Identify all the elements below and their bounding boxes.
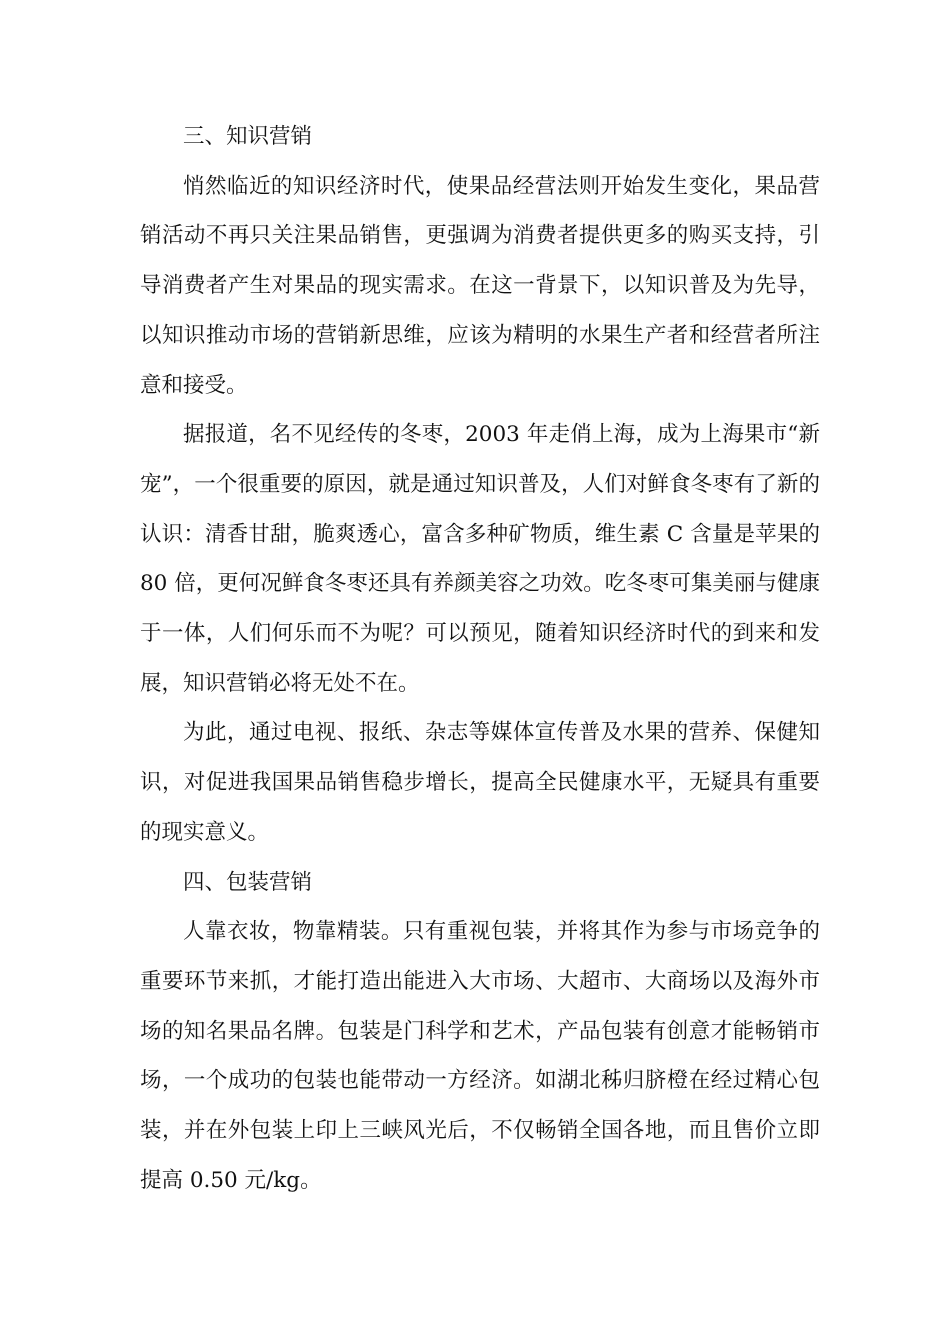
paragraph-packaging: 人靠衣妆，物靠精装。只有重视包装，并将其作为参与市场竞争的重要环节来抓，才能打造出能进入大市场、大超市、大商场以及海外市场的知名果品名牌。包装是门科学和艺术，产品包装有创意才能畅销市场，一个成功的包装也能带动一方经济。如湖北秭归脐橙在经过精心包装，并在外包装上印上三峡风光后，不仅畅销全国各地，而且售价立即提高 0.50 元/kg。 bbox=[140, 919, 820, 1193]
paragraph-winter-jujube-example: 据报道，名不见经传的冬枣，2003 年走俏上海，成为上海果市“新宠”，一个很重要的原因，就是通过知识普及，人们对鲜食冬枣有了新的认识：清香甘甜，脆爽透心，富含多种矿物质，维生素 C 含量是苹果的 80 倍，更何况鲜食冬枣还具有养颜美容之功效。吃冬枣可集美丽与健康于一体，人们何乐而不为呢？可以预见，随着知识经济时代的到来和发展，知识营销必将无处不在。 bbox=[140, 422, 820, 696]
section-heading-packaging-marketing: 四、包装营销 bbox=[183, 869, 313, 895]
document-page bbox=[140, 112, 820, 1205]
paragraph-media-promotion: 为此，通过电视、报纸、杂志等媒体宣传普及水果的营养、保健知识，对促进我国果品销售稳步增长，提高全民健康水平，无疑具有重要的现实意义。 bbox=[140, 720, 820, 845]
paragraph-knowledge-economy: 悄然临近的知识经济时代，使果品经营法则开始发生变化，果品营销活动不再只关注果品销售，更强调为消费者提供更多的购买支持，引导消费者产生对果品的现实需求。在这一背景下，以知识普及为先导，以知识推动市场的营销新思维，应该为精明的水果生产者和经营者所注意和接受。 bbox=[140, 173, 820, 398]
section-heading-knowledge-marketing: 三、知识营销 bbox=[183, 124, 313, 149]
